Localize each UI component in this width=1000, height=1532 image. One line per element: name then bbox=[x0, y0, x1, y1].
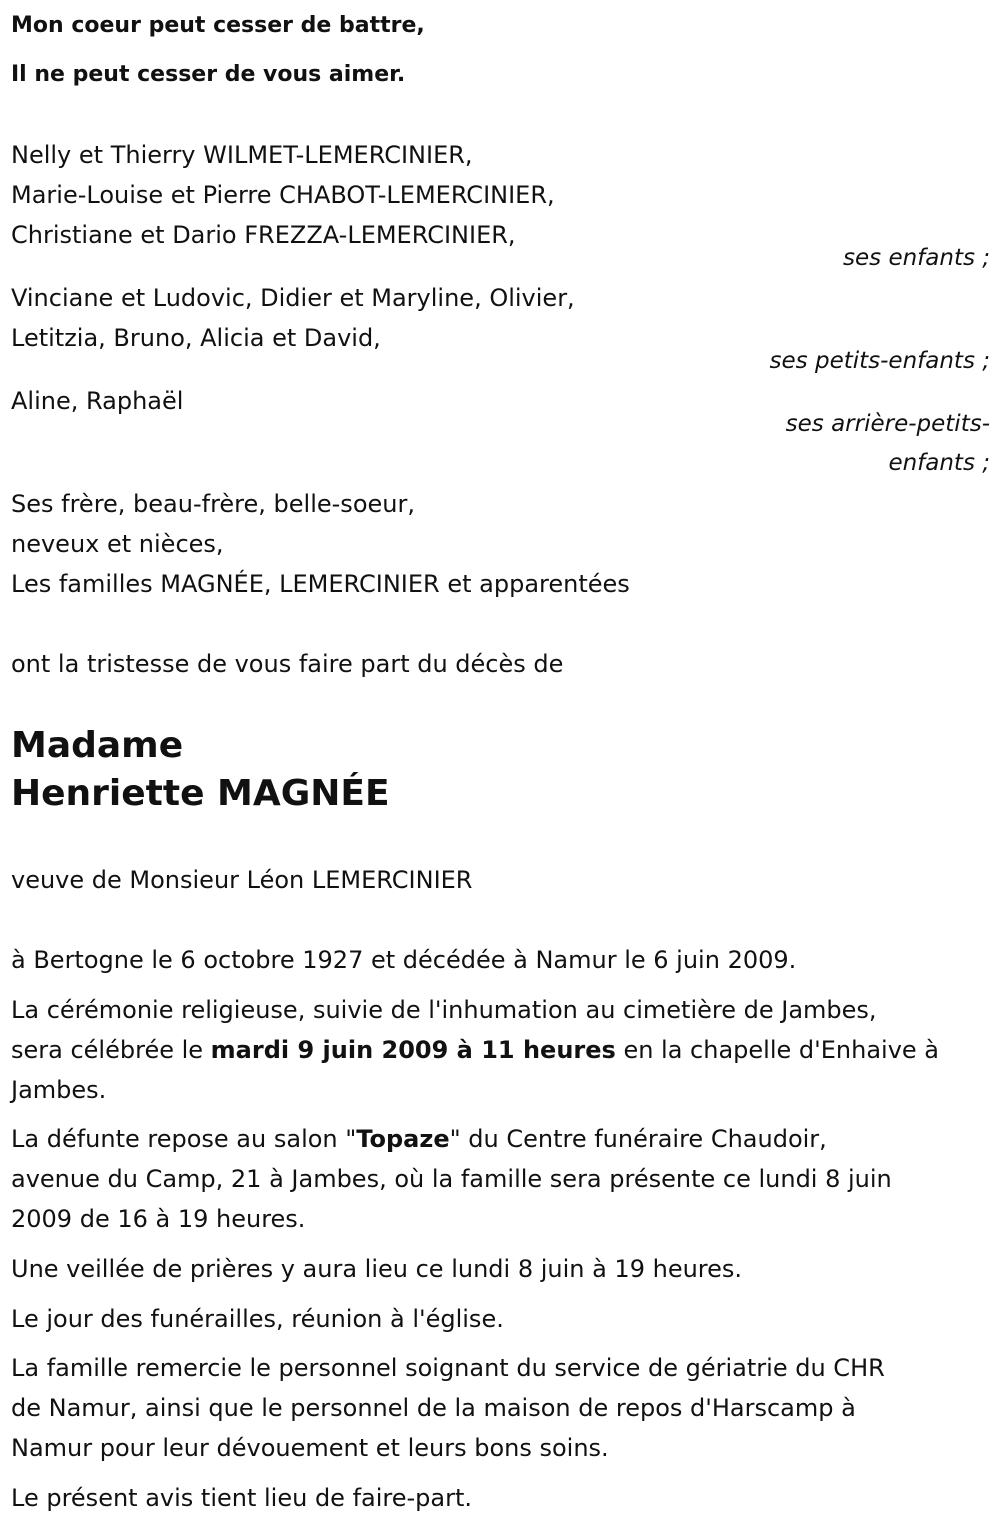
deceased-name: Henriette MAGNÉE bbox=[11, 773, 390, 814]
widow-of-text: veuve de Monsieur Léon LEMERCINIER bbox=[11, 866, 473, 894]
deceased-title: Madame bbox=[11, 725, 184, 766]
viewing-paragraph bbox=[11, 1119, 986, 1239]
great-grandchildren-role-line-2: enfants ; bbox=[888, 450, 990, 476]
viewing-salon-name: Topaze bbox=[356, 1125, 450, 1153]
birth-death-text: à Bertogne le 6 octobre 1927 et décédée à Namur le 6 juin 2009. bbox=[11, 946, 797, 974]
funeral-day-text: Le jour des funérailles, réunion à l'église. bbox=[11, 1305, 504, 1333]
vigil-text: Une veillée de prières y aura lieu ce lundi 8 juin à 19 heures. bbox=[11, 1255, 743, 1283]
relatives-line-3: Les familles MAGNÉE, LEMERCINIER et apparentées bbox=[11, 570, 630, 598]
grandchildren-role: ses petits-enfants ; bbox=[769, 348, 990, 374]
ceremony-paragraph bbox=[11, 990, 986, 1110]
viewing-row-2: avenue du Camp, 21 à Jambes, où la famille sera présente ce lundi 8 juin bbox=[11, 1165, 892, 1193]
closing-text: Le présent avis tient lieu de faire-part. bbox=[11, 1484, 473, 1512]
announcement-text: ont la tristesse de vous faire part du décès de bbox=[11, 650, 564, 678]
ceremony-suffix: en la chapelle d'Enhaive à bbox=[615, 1036, 939, 1064]
relatives-line-1: Ses frère, beau-frère, belle-soeur, bbox=[11, 490, 415, 518]
viewing-suffix: " du Centre funéraire Chaudoir, bbox=[449, 1125, 827, 1153]
viewing-row-3: 2009 de 16 à 19 heures. bbox=[11, 1205, 306, 1233]
thanks-row-1: La famille remercie le personnel soignant du service de gériatrie du CHR bbox=[11, 1354, 885, 1382]
thanks-row-2: de Namur, ainsi que le personnel de la maison de repos d'Harscamp à bbox=[11, 1394, 856, 1422]
child-couple-3: Christiane et Dario FREZZA-LEMERCINIER, bbox=[11, 221, 516, 249]
epigraph-line-2: Il ne peut cesser de vous aimer. bbox=[11, 62, 406, 87]
ceremony-row-2 bbox=[11, 1030, 986, 1070]
children-role: ses enfants ; bbox=[843, 245, 990, 271]
great-grandchildren-line: Aline, Raphaël bbox=[11, 387, 184, 415]
ceremony-date-time: mardi 9 juin 2009 à 11 heures bbox=[210, 1036, 616, 1064]
thanks-row-3: Namur pour leur dévouement et leurs bons soins. bbox=[11, 1434, 609, 1462]
thanks-paragraph bbox=[11, 1348, 986, 1468]
epigraph-line-1: Mon coeur peut cesser de battre, bbox=[11, 13, 425, 38]
great-grandchildren-role-line-1: ses arrière-petits- bbox=[785, 411, 990, 437]
child-couple-1: Nelly et Thierry WILMET-LEMERCINIER, bbox=[11, 141, 473, 169]
ceremony-row-1: La cérémonie religieuse, suivie de l'inhumation au cimetière de Jambes, bbox=[11, 996, 877, 1024]
viewing-prefix: La défunte repose au salon " bbox=[11, 1125, 357, 1153]
relatives-line-2: neveux et nièces, bbox=[11, 530, 224, 558]
grandchildren-line-2: Letitzia, Bruno, Alicia et David, bbox=[11, 324, 381, 352]
ceremony-row-3: Jambes. bbox=[11, 1076, 107, 1104]
ceremony-prefix: sera célébrée le bbox=[11, 1036, 211, 1064]
viewing-row-1 bbox=[11, 1119, 986, 1159]
child-couple-2: Marie-Louise et Pierre CHABOT-LEMERCINIER, bbox=[11, 181, 555, 209]
grandchildren-line-1: Vinciane et Ludovic, Didier et Maryline, Olivier, bbox=[11, 284, 575, 312]
